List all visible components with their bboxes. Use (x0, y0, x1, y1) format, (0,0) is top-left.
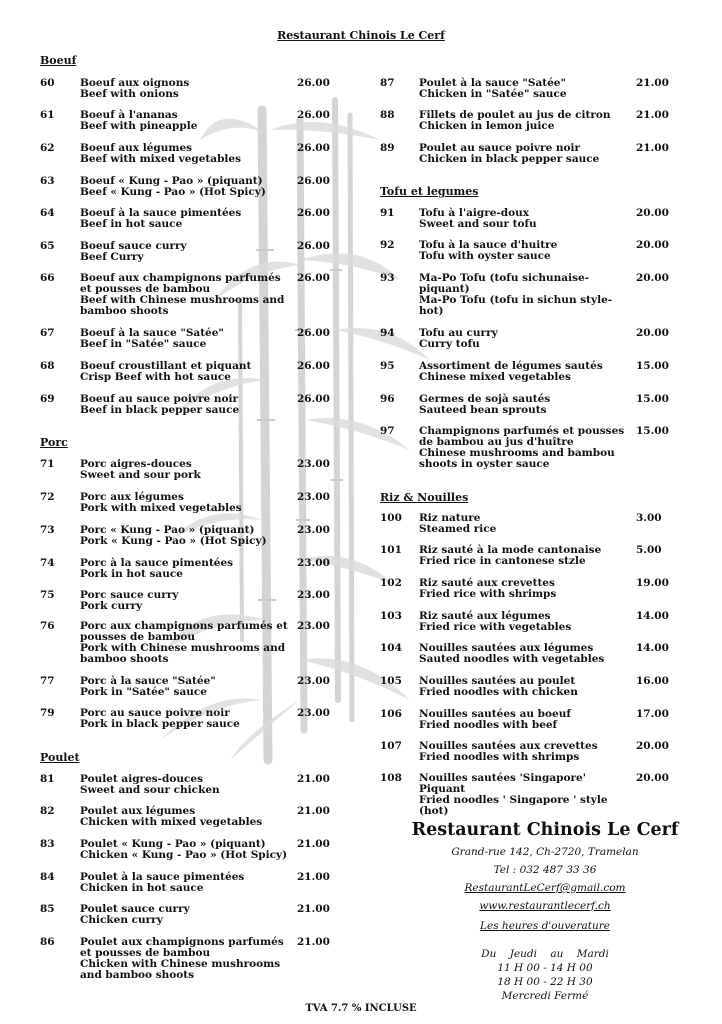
item-price: 21.00 (297, 838, 330, 850)
item-name-line: Beef with Chinese mushrooms and (80, 294, 285, 306)
item-number: 103 (380, 610, 402, 622)
item-number: 100 (380, 512, 402, 524)
item-name-line: Pork with mixed vegetables (80, 502, 242, 514)
item-number: 74 (40, 557, 55, 569)
item-name-line: Pork in hot sauce (80, 568, 183, 580)
item-number: 61 (40, 109, 55, 121)
item-number: 101 (380, 544, 402, 556)
item-price: 23.00 (297, 675, 330, 687)
item-number: 67 (40, 327, 55, 339)
item-price: 14.00 (636, 610, 669, 622)
item-price: 5.00 (636, 544, 662, 556)
item-price: 21.00 (636, 77, 669, 89)
item-price: 26.00 (297, 207, 330, 219)
item-price: 19.00 (636, 577, 669, 589)
item-name-fr: Nouilles sautées aux légumes (419, 642, 594, 654)
item-price: 21.00 (636, 109, 669, 121)
item-name-line: Chicken with Chinese mushrooms (80, 958, 281, 970)
item-price: 17.00 (636, 708, 669, 720)
item-name-fr: Nouilles sautées au boeuf (419, 708, 571, 720)
item-name-fr: Boeuf aux légumes (80, 142, 193, 154)
item-name-line: Chinese mixed vegetables (419, 371, 571, 383)
item-name-fr: Poulet aux champignons parfumés (80, 936, 284, 948)
item-name-line: Beef in black pepper sauce (80, 404, 240, 416)
item-name-fr: Porc sauce curry (80, 589, 179, 601)
item-name-fr: Porc à la sauce "Satée" (80, 675, 216, 687)
item-name-line: Beef with pineapple (80, 120, 198, 132)
item-name-fr: Porc à la sauce pimentées (80, 557, 234, 569)
section-heading: Porc (40, 436, 68, 449)
item-name-line: bamboo shoots (80, 653, 169, 665)
item-name-line: Pork « Kung - Pao » (Hot Spicy) (80, 535, 267, 547)
item-price: 21.00 (297, 903, 330, 915)
page-title: Restaurant Chinois Le Cerf (277, 29, 445, 42)
item-price: 26.00 (297, 327, 330, 339)
item-name-fr: Poulet aigres-douces (80, 773, 204, 785)
item-price: 23.00 (297, 524, 330, 536)
item-name-line: Chinese mushrooms and bambou (419, 447, 615, 459)
item-name-line: (hot) (419, 805, 449, 817)
item-name-fr: Riz sauté aux crevettes (419, 577, 555, 589)
item-name-line: Sweet and sour chicken (80, 784, 220, 796)
item-number: 85 (40, 903, 55, 915)
tva-note: TVA 7.7 % INCLUSE (305, 1003, 417, 1014)
item-name-fr: Porc aux champignons parfumés et (80, 620, 288, 632)
item-name-fr: Boeuf à la sauce "Satée" (80, 327, 224, 339)
item-name-fr: Boeuf aux champignons parfumés (80, 272, 281, 284)
item-name-line: Chicken « Kung - Pao » (Hot Spicy) (80, 849, 288, 861)
item-name-line: et pousses de bambou (80, 947, 211, 959)
item-name-fr: Tofu à l'aigre-doux (419, 207, 530, 219)
item-name-line: Beef in hot sauce (80, 218, 183, 230)
item-price: 26.00 (297, 142, 330, 154)
item-name-line: Tofu with oyster sauce (419, 250, 551, 262)
item-number: 102 (380, 577, 402, 589)
item-number: 87 (380, 77, 395, 89)
item-name-line: Beef with mixed vegetables (80, 153, 241, 165)
item-name-line: Sweet and sour tofu (419, 218, 537, 230)
item-name-fr: Riz sauté à la mode cantonaise (419, 544, 602, 556)
item-name-line: Pork in black pepper sauce (80, 718, 240, 730)
item-name-fr: Poulet à la sauce pimentées (80, 871, 245, 883)
item-name-fr: Boeuf aux oignons (80, 77, 190, 89)
item-price: 15.00 (636, 360, 669, 372)
item-name-line: Beef « Kung - Pao » (Hot Spicy) (80, 186, 266, 198)
item-name-line: Sauteed bean sprouts (419, 404, 547, 416)
item-name-fr: Boeuf « Kung - Pao » (piquant) (80, 175, 263, 187)
item-name-line: bamboo shoots (80, 305, 169, 317)
item-price: 26.00 (297, 272, 330, 284)
item-price: 21.00 (297, 805, 330, 817)
telephone: Tel : 032 487 33 36 (493, 864, 597, 876)
item-number: 75 (40, 589, 55, 601)
item-number: 72 (40, 491, 55, 503)
item-number: 83 (40, 838, 55, 850)
item-price: 23.00 (297, 557, 330, 569)
item-name-fr: Riz nature (419, 512, 481, 524)
item-number: 69 (40, 393, 55, 405)
item-price: 20.00 (636, 239, 669, 251)
item-name-fr: Assortiment de légumes sautés (419, 360, 603, 372)
item-name-line: Fried noodles with chicken (419, 686, 578, 698)
website-link[interactable]: www.restaurantlecerf.ch (479, 900, 611, 912)
item-number: 79 (40, 707, 55, 719)
item-number: 71 (40, 458, 55, 470)
item-number: 76 (40, 620, 55, 632)
item-name-line: Chicken in hot sauce (80, 882, 204, 894)
item-price: 21.00 (297, 773, 330, 785)
item-name-line: Beef with onions (80, 88, 179, 100)
item-number: 108 (380, 772, 402, 784)
item-number: 82 (40, 805, 55, 817)
item-name-line: Fried rice in cantonese stzle (419, 555, 586, 567)
item-name-fr: Poulet sauce curry (80, 903, 190, 915)
section-heading: Boeuf (40, 54, 77, 67)
item-name-fr: Nouilles sautées 'Singapore' (419, 772, 586, 784)
item-price: 26.00 (297, 393, 330, 405)
item-name-fr: Poulet aux légumes (80, 805, 196, 817)
item-name-line: Chicken in black pepper sauce (419, 153, 600, 165)
item-name-line: and bamboo shoots (80, 969, 195, 981)
item-name-fr: Boeuf au sauce poivre noir (80, 393, 238, 405)
item-price: 15.00 (636, 393, 669, 405)
restaurant-name: Restaurant Chinois Le Cerf (411, 820, 679, 840)
item-name-line: Fried noodles with beef (419, 719, 558, 731)
item-price: 23.00 (297, 620, 330, 632)
item-number: 73 (40, 524, 55, 536)
item-number: 66 (40, 272, 55, 284)
item-price: 20.00 (636, 740, 669, 752)
item-name-line: Piquant (419, 783, 466, 795)
item-name-fr: Tofu au curry (419, 327, 498, 339)
item-name-line: Sweet and sour pork (80, 469, 201, 481)
item-name-line: Fried noodles with shrimps (419, 751, 580, 763)
item-name-fr: Champignons parfumés et pousses (419, 425, 625, 437)
item-name-line: Steamed rice (419, 523, 497, 535)
item-name-line: shoots in oyster sauce (419, 458, 550, 470)
item-number: 77 (40, 675, 55, 687)
item-name-fr: Ma-Po Tofu (tofu sichunaise- (419, 272, 590, 284)
item-name-line: Ma-Po Tofu (tofu in sichun style- (419, 294, 613, 306)
item-price: 26.00 (297, 109, 330, 121)
item-price: 14.00 (636, 642, 669, 654)
item-price: 26.00 (297, 77, 330, 89)
item-name-fr: Porc au sauce poivre noir (80, 707, 230, 719)
item-name-fr: Fillets de poulet au jus de citron (419, 109, 611, 121)
item-name-line: Sauted noodles with vegetables (419, 653, 605, 665)
item-number: 94 (380, 327, 395, 339)
opening-hours-heading: Les heures d'ouverature (480, 920, 610, 932)
item-price: 21.00 (297, 871, 330, 883)
item-name-fr: Boeuf sauce curry (80, 240, 187, 252)
item-name-line: Fried rice with vegetables (419, 621, 572, 633)
item-name-line: Pork with Chinese mushrooms and (80, 642, 286, 654)
item-number: 92 (380, 239, 395, 251)
item-name-fr: Nouilles sautées au poulet (419, 675, 576, 687)
item-name-fr: Poulet à la sauce "Satée" (419, 77, 566, 89)
item-name-fr: Boeuf croustillant et piquant (80, 360, 252, 372)
item-price: 23.00 (297, 458, 330, 470)
item-price: 3.00 (636, 512, 662, 524)
item-number: 64 (40, 207, 55, 219)
item-number: 96 (380, 393, 395, 405)
item-name-fr: Tofu à la sauce d'huitre (419, 239, 558, 251)
item-number: 97 (380, 425, 395, 437)
opening-days: Du Jeudi au Mardi (481, 948, 609, 960)
item-price: 23.00 (297, 707, 330, 719)
item-number: 88 (380, 109, 395, 121)
item-name-line: Pork in "Satée" sauce (80, 686, 207, 698)
item-name-line: Chicken with mixed vegetables (80, 816, 263, 828)
item-name-line: Beef Curry (80, 251, 144, 263)
item-name-fr: Nouilles sautées aux crevettes (419, 740, 598, 752)
item-price: 20.00 (636, 772, 669, 784)
item-number: 84 (40, 871, 55, 883)
item-name-line: et pousses de bambou (80, 283, 211, 295)
item-number: 89 (380, 142, 395, 154)
item-number: 65 (40, 240, 55, 252)
item-price: 26.00 (297, 240, 330, 252)
item-name-line: Chicken curry (80, 914, 163, 926)
item-name-line: Chicken in "Satée" sauce (419, 88, 567, 100)
item-number: 91 (380, 207, 395, 219)
item-number: 63 (40, 175, 55, 187)
item-price: 26.00 (297, 175, 330, 187)
item-number: 107 (380, 740, 402, 752)
item-price: 23.00 (297, 589, 330, 601)
item-number: 81 (40, 773, 55, 785)
opening-hours-dinner: 18 H 00 - 22 H 30 (497, 976, 593, 988)
section-heading: Poulet (40, 751, 80, 764)
item-name-line: Beef in "Satée" sauce (80, 338, 207, 350)
item-name-line: pousses de bambou (80, 631, 195, 643)
section-heading: Riz & Nouilles (380, 491, 469, 504)
item-name-line: Fried rice with shrimps (419, 588, 557, 600)
item-price: 20.00 (636, 272, 669, 284)
item-name-fr: Riz sauté aux légumes (419, 610, 551, 622)
item-price: 16.00 (636, 675, 669, 687)
item-number: 60 (40, 77, 55, 89)
item-name-fr: Poulet au sauce poivre noir (419, 142, 581, 154)
item-name-line: Chicken in lemon juice (419, 120, 555, 132)
item-price: 23.00 (297, 491, 330, 503)
item-number: 93 (380, 272, 395, 284)
item-name-fr: Porc aux légumes (80, 491, 184, 503)
item-name-fr: Boeuf à la sauce pimentées (80, 207, 242, 219)
item-price: 20.00 (636, 327, 669, 339)
address: Grand-rue 142, Ch-2720, Tramelan (451, 846, 639, 858)
item-name-line: hot) (419, 305, 444, 317)
item-name-fr: Porc « Kung - Pao » (piquant) (80, 524, 255, 536)
closed-day: Mercredi Fermé (501, 990, 589, 1002)
item-name-fr: Poulet « Kung - Pao » (piquant) (80, 838, 266, 850)
item-number: 68 (40, 360, 55, 372)
item-price: 21.00 (297, 936, 330, 948)
item-price: 21.00 (636, 142, 669, 154)
opening-hours-lunch: 11 H 00 - 14 H 00 (497, 962, 593, 974)
item-price: 20.00 (636, 207, 669, 219)
item-number: 104 (380, 642, 402, 654)
item-price: 15.00 (636, 425, 669, 437)
item-name-line: Curry tofu (419, 338, 480, 350)
item-number: 95 (380, 360, 395, 372)
section-heading: Tofu et legumes (380, 185, 479, 198)
item-number: 105 (380, 675, 402, 687)
item-number: 62 (40, 142, 55, 154)
item-price: 26.00 (297, 360, 330, 372)
item-name-line: Fried noodles ' Singapore ' style (419, 794, 608, 806)
item-name-line: piquant) (419, 283, 470, 295)
item-number: 106 (380, 708, 402, 720)
item-number: 86 (40, 936, 55, 948)
item-name-line: Crisp Beef with hot sauce (80, 371, 231, 383)
item-name-fr: Germes de sojà sautés (419, 393, 551, 405)
item-name-fr: Porc aigres-douces (80, 458, 192, 470)
email-link[interactable]: RestaurantLeCerf@gmail.com (464, 882, 626, 894)
item-name-line: Pork curry (80, 600, 143, 612)
item-name-fr: Boeuf à l'ananas (80, 109, 178, 121)
item-name-line: de bambou au jus d'huître (419, 436, 574, 448)
